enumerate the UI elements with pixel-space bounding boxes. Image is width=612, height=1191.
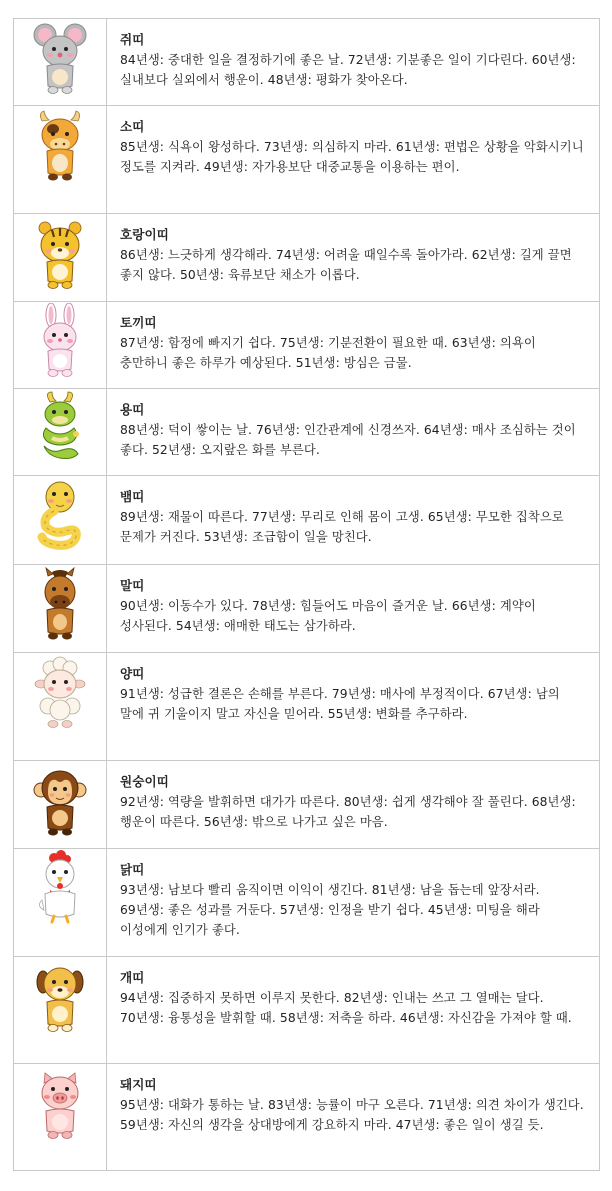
zodiac-name: 소띠 [120, 119, 145, 134]
fortune-text-cell [107, 389, 600, 476]
zodiac-name: 개띠 [120, 970, 145, 985]
zodiac-name: 용띠 [120, 402, 145, 417]
fortune-text-cell [107, 565, 600, 653]
table-row [14, 476, 600, 565]
icon-cell [14, 302, 107, 389]
fortune-text-cell [107, 653, 600, 761]
monkey-icon [32, 762, 88, 838]
zodiac-fortune-panel [13, 18, 600, 1171]
dragon-icon [32, 390, 88, 466]
table-row [14, 389, 600, 476]
fortune-text-cell [107, 214, 600, 302]
sheep-icon [32, 654, 88, 730]
icon-cell [14, 761, 107, 849]
fortune-text-cell [107, 19, 600, 106]
fortune-text-cell [107, 1064, 600, 1171]
zodiac-fortune: 85년생: 식욕이 왕성하다. 73년생: 의심하지 마라. 61년생: 편법은 상황을 악화시키니 정도를 지켜라. 49년생: 자가용보단 대중교통을 이용하는 편이. [120, 140, 584, 174]
rat-icon [32, 20, 88, 96]
icon-cell [14, 1064, 107, 1171]
rooster-icon [32, 850, 88, 926]
fortune-text-cell [107, 849, 600, 957]
rabbit-icon [32, 303, 88, 379]
snake-icon [32, 477, 88, 553]
zodiac-name: 쥐띠 [120, 32, 145, 47]
zodiac-fortune: 90년생: 이동수가 있다. 78년생: 힘들어도 마음이 즐거운 날. 66년생: 계약이 성사된다. 54년생: 애매한 태도는 삼가하라. [120, 599, 536, 633]
pig-icon [32, 1065, 88, 1141]
table-row [14, 19, 600, 106]
table-row [14, 106, 600, 214]
zodiac-fortune: 89년생: 재물이 따른다. 77년생: 무리로 인해 몸이 고생. 65년생: 무모한 집착으로 문제가 커진다. 53년생: 조급함이 일을 망친다. [120, 510, 564, 544]
icon-cell [14, 653, 107, 761]
zodiac-name: 닭띠 [120, 862, 145, 877]
table-row [14, 957, 600, 1064]
zodiac-name: 양띠 [120, 666, 145, 681]
zodiac-fortune: 95년생: 대화가 통하는 날. 83년생: 능률이 마구 오른다. 71년생: 의견 차이가 생긴다. 59년생: 자신의 생각을 상대방에게 강요하지 마라. 47년생: 좋은 일이 생길 듯. [120, 1098, 584, 1132]
zodiac-fortune: 87년생: 함정에 빠지기 쉽다. 75년생: 기분전환이 필요한 때. 63년생: 의욕이 충만하니 좋은 하루가 예상된다. 51년생: 방심은 금물. [120, 336, 536, 370]
dog-icon [32, 958, 88, 1034]
zodiac-fortune: 84년생: 중대한 일을 결정하기에 좋은 날. 72년생: 기분좋은 일이 기다린다. 60년생: 실내보다 실외에서 행운이. 48년생: 평화가 찾아온다. [120, 53, 576, 87]
zodiac-fortune-table [13, 18, 600, 1171]
table-row [14, 761, 600, 849]
ox-icon [32, 107, 88, 183]
zodiac-fortune: 86년생: 느긋하게 생각해라. 74년생: 어려울 때일수록 돌아가라. 62년생: 길게 끌면 좋지 않다. 50년생: 육류보단 채소가 이롭다. [120, 248, 572, 282]
table-row [14, 849, 600, 957]
fortune-text-cell [107, 957, 600, 1064]
icon-cell [14, 849, 107, 957]
zodiac-name: 토끼띠 [120, 315, 157, 330]
table-row [14, 653, 600, 761]
zodiac-fortune: 94년생: 집중하지 못하면 이루지 못한다. 82년생: 인내는 쓰고 그 열매는 달다. 70년생: 융통성을 발휘할 때. 58년생: 저축을 하라. 46년생: 자신감을 가져야 할 때. [120, 991, 572, 1025]
table-row [14, 1064, 600, 1171]
icon-cell [14, 476, 107, 565]
icon-cell [14, 19, 107, 106]
icon-cell [14, 957, 107, 1064]
zodiac-name: 말띠 [120, 578, 145, 593]
zodiac-name: 돼지띠 [120, 1077, 157, 1092]
zodiac-fortune: 88년생: 덕이 쌓이는 날. 76년생: 인간관계에 신경쓰자. 64년생: 매사 조심하는 것이 좋다. 52년생: 오지랖은 화를 부른다. [120, 423, 576, 457]
icon-cell [14, 389, 107, 476]
icon-cell [14, 565, 107, 653]
icon-cell [14, 106, 107, 214]
horse-icon [32, 566, 88, 642]
table-row [14, 214, 600, 302]
zodiac-fortune: 92년생: 역량을 발휘하면 대가가 따른다. 80년생: 쉽게 생각해야 잘 풀린다. 68년생: 행운이 따른다. 56년생: 밖으로 나가고 싶은 마음. [120, 795, 576, 829]
zodiac-name: 뱀띠 [120, 489, 145, 504]
zodiac-name: 원숭이띠 [120, 774, 170, 789]
icon-cell [14, 214, 107, 302]
fortune-text-cell [107, 761, 600, 849]
zodiac-fortune: 93년생: 남보다 빨리 움직이면 이익이 생긴다. 81년생: 남을 돕는데 앞장서라. 69년생: 좋은 성과를 거둔다. 57년생: 인정을 받기 쉽다. 45년생: 미팅을 해라 이성에게 인기가 좋다. [120, 883, 540, 937]
fortune-text-cell [107, 302, 600, 389]
fortune-text-cell [107, 476, 600, 565]
zodiac-name: 호랑이띠 [120, 227, 170, 242]
table-row [14, 302, 600, 389]
zodiac-fortune: 91년생: 성급한 결론은 손해를 부른다. 79년생: 매사에 부정적이다. 67년생: 남의 말에 귀 기울이지 말고 자신을 믿어라. 55년생: 변화를 추구하라. [120, 687, 560, 721]
table-row [14, 565, 600, 653]
tiger-icon [32, 215, 88, 291]
fortune-text-cell [107, 106, 600, 214]
